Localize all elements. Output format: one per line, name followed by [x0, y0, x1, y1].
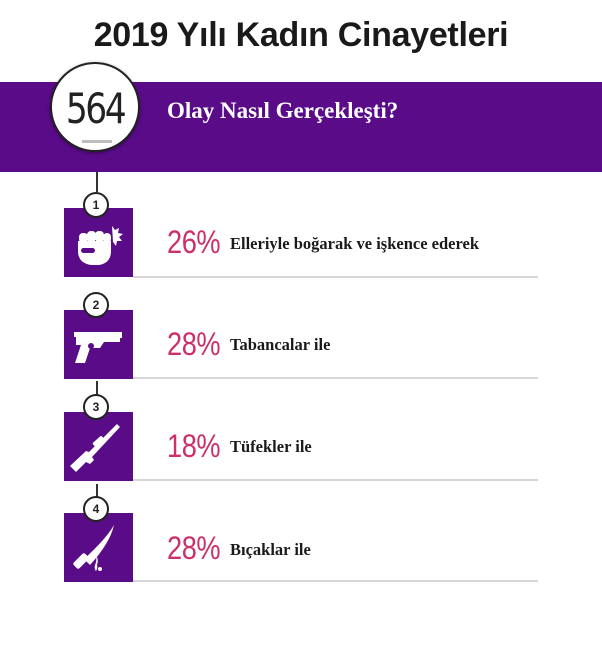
item-1-icon-box [64, 208, 133, 277]
item-1-divider [133, 276, 538, 278]
item-2-icon-box [64, 310, 133, 379]
step-number-1: 1 [83, 192, 109, 218]
item-4-icon-box [64, 513, 133, 582]
item-3-percent: 18% [167, 428, 221, 464]
item-2-percent: 28% [167, 326, 221, 362]
fist-icon [64, 208, 133, 277]
connector-line [96, 172, 98, 192]
step-number-4: 4 [83, 496, 109, 522]
item-1-percent: 26% [167, 224, 221, 260]
count-underline [82, 140, 112, 143]
item-3-icon-box [64, 412, 133, 481]
item-2-divider [133, 377, 538, 379]
header-subtitle: Olay Nasıl Gerçekleşti? [167, 98, 399, 123]
item-3-label: Tüfekler ile [230, 437, 312, 456]
step-number-2: 2 [83, 292, 109, 318]
item-4-label: Bıçaklar ile [230, 540, 311, 559]
step-number-3: 3 [83, 394, 109, 420]
chart-title: 2019 Yılı Kadın Cinayetleri [93, 16, 509, 54]
item-1-label: Elleriyle boğarak ve işkence ederek [230, 234, 479, 253]
item-4-percent: 28% [167, 530, 221, 566]
item-4-divider [133, 580, 538, 582]
item-2-label: Tabancalar ile [230, 335, 331, 354]
total-count: 564 [65, 84, 125, 133]
item-3-divider [133, 479, 538, 481]
rifle-icon [64, 412, 133, 481]
total-count-badge [50, 62, 140, 152]
bloody-knife-icon [64, 513, 133, 582]
pistol-icon [64, 310, 133, 379]
